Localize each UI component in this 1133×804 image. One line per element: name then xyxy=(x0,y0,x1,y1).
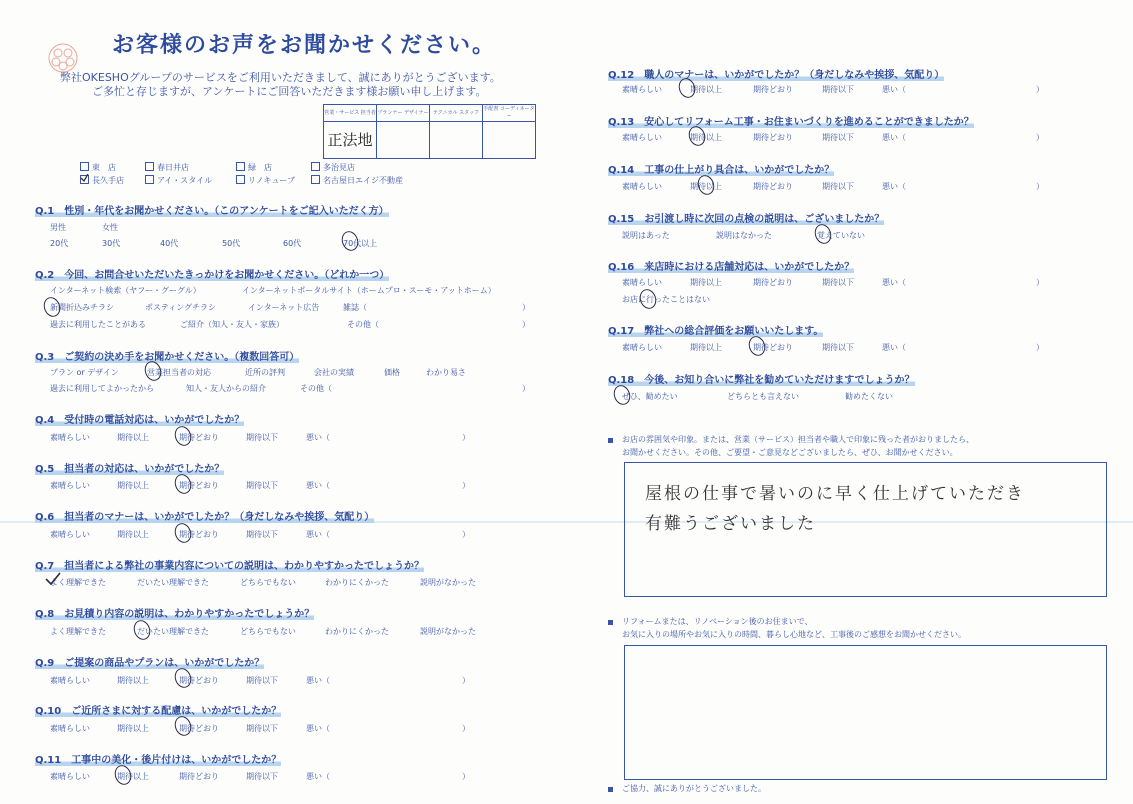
option[interactable]: 説明はなかった xyxy=(716,231,772,240)
option[interactable]: 素晴らしい xyxy=(622,278,662,287)
option: ） xyxy=(1036,343,1044,352)
store-label: 東 店 xyxy=(92,163,116,172)
option[interactable]: その他（ xyxy=(300,384,332,393)
question-title: Q.10 ご近所さまに対する配慮は、いかがでしたか？ xyxy=(35,706,282,717)
comment2-prompt: リフォームまたは、リノベーション後のお住まいで、 お気に入りの場所やお気に入りの時間、暮らし心地など、工事後のご感想をお聞かせください。 xyxy=(622,617,966,639)
circle-mark-icon xyxy=(41,295,63,319)
option[interactable]: よく理解できた xyxy=(50,627,106,636)
option[interactable]: 期待以下 xyxy=(246,481,278,490)
circle-mark-icon xyxy=(172,472,194,496)
option: ） xyxy=(462,676,470,685)
store-option[interactable] xyxy=(80,175,124,186)
option[interactable]: 悪い（ xyxy=(882,182,906,191)
option[interactable]: 期待以上 xyxy=(690,85,722,94)
question-title: Q.12 職人のマナーは、いかがでしたか？（身だしなみや挨拶、気配り） xyxy=(608,70,945,81)
option[interactable]: 女性 xyxy=(102,223,118,232)
question-title: Q.7 担当者による弊社の事業内容についての説明は、わかりやすかったでしょうか？ xyxy=(35,561,425,572)
question-title: Q.3 ご契約の決め手をお聞かせください。（複数回答可） xyxy=(35,352,300,363)
option[interactable]: 説明はあった xyxy=(622,231,670,240)
option[interactable]: 期待以下 xyxy=(246,676,278,685)
option[interactable]: 悪い（ xyxy=(306,676,330,685)
option[interactable]: 期待どおり xyxy=(179,530,219,539)
option[interactable]: 期待以下 xyxy=(246,433,278,442)
option[interactable]: だいたい理解できた xyxy=(137,578,209,587)
option[interactable]: どちらでもない xyxy=(240,627,296,636)
option[interactable]: 期待どおり xyxy=(753,343,793,352)
intro-line-2: ご多忙と存じますが、アンケートにご回答いただきます様お願い申し上げます。 xyxy=(92,85,487,98)
store-option[interactable] xyxy=(80,162,116,173)
question-title: Q.18 今後、お知り合いに弊社を勧めていただけますでしょうか？ xyxy=(608,375,915,386)
option[interactable]: わかりにくかった xyxy=(325,578,389,587)
comment2-box[interactable] xyxy=(624,645,1107,780)
circle-mark-icon xyxy=(172,666,194,690)
checkbox-icon[interactable] xyxy=(236,162,245,171)
circle-mark-icon xyxy=(339,229,361,253)
question-title: Q.4 受付時の電話対応は、いかがでしたか？ xyxy=(35,415,245,426)
option[interactable]: 期待どおり xyxy=(179,433,219,442)
option[interactable]: わかりにくかった xyxy=(325,627,389,636)
option[interactable]: 期待以上 xyxy=(117,772,149,781)
option[interactable]: 30代 xyxy=(102,239,121,248)
option[interactable]: 素晴らしい xyxy=(50,676,90,685)
option[interactable]: 期待以下 xyxy=(822,133,854,142)
option[interactable]: 知人・友人からの紹介 xyxy=(186,384,266,393)
circle-mark-icon xyxy=(695,173,717,197)
option[interactable]: 悪い（ xyxy=(306,481,330,490)
option: ） xyxy=(462,724,470,733)
option[interactable]: ぜひ、勧めたい xyxy=(622,392,678,401)
store-option[interactable] xyxy=(145,162,189,173)
comment1-prompt: お店の雰囲気や印象。または、営業（サービス）担当者や職人で印象に残った者がおりましたら、 お聞かせください。その他、ご要望・ご意見などございましたら、ぜひ、お聞かせください。 xyxy=(622,435,974,457)
option[interactable]: 期待以下 xyxy=(822,343,854,352)
option[interactable]: お店に行ったことはない xyxy=(622,295,710,304)
staff-header: 手配書 コーディネーター xyxy=(483,105,536,122)
option[interactable]: 素晴らしい xyxy=(622,182,662,191)
staff-value-planner[interactable] xyxy=(377,122,430,159)
option[interactable]: 40代 xyxy=(160,239,179,248)
comment1-handwriting-line1: 屋根の仕事で暑いのに早く仕上げていただき xyxy=(645,484,1025,504)
option[interactable]: インターネット広告 xyxy=(248,303,320,312)
option: ） xyxy=(462,530,470,539)
option[interactable]: 新聞折込みチラシ xyxy=(50,303,114,312)
option[interactable]: どちらでもない xyxy=(240,578,296,587)
option[interactable]: 期待以下 xyxy=(246,530,278,539)
question-title: Q.9 ご提案の商品やプランは、いかがでしたか？ xyxy=(35,658,265,669)
option[interactable]: 悪い（ xyxy=(882,343,906,352)
option[interactable]: 期待以上 xyxy=(117,481,149,490)
option[interactable]: 期待以上 xyxy=(690,343,722,352)
option[interactable]: ポスティングチラシ xyxy=(145,303,217,312)
option[interactable]: 素晴らしい xyxy=(50,772,90,781)
circle-mark-icon xyxy=(172,424,194,448)
option[interactable]: どちらとも言えない xyxy=(727,392,799,401)
option[interactable]: 期待どおり xyxy=(753,85,793,94)
option[interactable]: インターネットポータルサイト（ホームプロ・スーモ・アットホーム） xyxy=(242,286,496,295)
question-title: Q.8 お見積り内容の説明は、わかりやすかったでしょうか？ xyxy=(35,609,315,620)
option: ） xyxy=(1036,278,1044,287)
circle-mark-icon xyxy=(611,383,633,407)
option[interactable]: 素晴らしい xyxy=(622,133,662,142)
option[interactable]: 期待以下 xyxy=(822,278,854,287)
option[interactable]: 期待どおり xyxy=(753,133,793,142)
option[interactable]: 悪い（ xyxy=(882,85,906,94)
option[interactable]: 期待どおり xyxy=(753,182,793,191)
store-label: 長久手店 xyxy=(92,176,124,185)
option[interactable]: 営業担当者の対応 xyxy=(147,368,211,377)
intro-line-1: 弊社OKESHOグループのサービスをご利用いただきまして、誠にありがとうございます。 xyxy=(60,71,501,84)
option: ） xyxy=(1036,85,1044,94)
option[interactable]: 期待どおり xyxy=(179,676,219,685)
option[interactable]: 期待以上 xyxy=(690,133,722,142)
option[interactable]: 会社の実績 xyxy=(314,368,354,377)
option[interactable]: 男性 xyxy=(50,223,66,232)
store-label: 春日井店 xyxy=(157,163,189,172)
option: ） xyxy=(462,433,470,442)
option: ） xyxy=(1036,182,1044,191)
option[interactable]: 悪い（ xyxy=(306,530,330,539)
question-title: Q.11 工事中の美化・後片付けは、いかがでしたか？ xyxy=(35,755,282,766)
comment1-box[interactable] xyxy=(624,462,1107,597)
circle-mark-icon xyxy=(131,618,153,642)
option[interactable]: 期待どおり xyxy=(753,278,793,287)
option[interactable]: 勧めたくない xyxy=(845,392,893,401)
option[interactable]: 覚えていない xyxy=(817,231,865,240)
option[interactable]: 過去に利用してよかったから xyxy=(50,384,154,393)
circle-mark-icon xyxy=(637,287,659,311)
staff-value-sales[interactable]: 正法地 xyxy=(324,122,377,159)
option[interactable]: 期待どおり xyxy=(179,724,219,733)
circle-mark-icon xyxy=(172,714,194,738)
option[interactable]: 近所の評判 xyxy=(245,368,285,377)
staff-table xyxy=(323,104,536,159)
option[interactable]: 期待どおり xyxy=(179,481,219,490)
circle-mark-icon xyxy=(812,222,834,246)
checkbox-icon[interactable] xyxy=(80,162,89,171)
question-title: Q.2 今回、お問合せいただいたきっかけをお聞かせください。（どれか一つ） xyxy=(35,270,390,281)
store-label: 緑 店 xyxy=(248,163,272,172)
option[interactable]: よく理解できた xyxy=(50,578,106,587)
option[interactable]: 期待以上 xyxy=(690,182,722,191)
option[interactable]: 期待以上 xyxy=(117,433,149,442)
option[interactable]: 20代 xyxy=(50,239,69,248)
option[interactable]: 悪い（ xyxy=(882,278,906,287)
question-title: Q.6 担当者のマナーは、いかがでしたか？（身だしなみや挨拶、気配り） xyxy=(35,512,375,523)
option[interactable]: 期待以下 xyxy=(246,772,278,781)
option[interactable]: 60代 xyxy=(283,239,302,248)
option[interactable]: わかり易さ xyxy=(426,368,466,377)
store-option[interactable] xyxy=(236,162,272,173)
store-label: 名古屋日エイジ不動産 xyxy=(323,176,403,185)
circle-mark-icon xyxy=(112,763,134,787)
question-title: Q.14 工事の仕上がり具合は、いかがでしたか？ xyxy=(608,165,835,176)
check-mark-icon xyxy=(44,571,62,587)
option: ） xyxy=(522,320,530,329)
option[interactable]: 期待以上 xyxy=(117,530,149,539)
checkbox-icon[interactable] xyxy=(311,162,320,171)
option[interactable]: 悪い（ xyxy=(306,724,330,733)
page-title: お客様のお声をお聞かせください。 xyxy=(112,33,497,58)
bullet-square-icon xyxy=(608,438,613,443)
option[interactable]: 素晴らしい xyxy=(50,530,90,539)
option[interactable]: 価格 xyxy=(384,368,400,377)
option[interactable]: 期待どおり xyxy=(179,772,219,781)
option[interactable]: インターネット検索（ヤフー・グーグル） xyxy=(50,286,201,295)
comment1-handwriting-line2: 有難うございました xyxy=(645,514,816,534)
option[interactable]: 素晴らしい xyxy=(622,85,662,94)
circle-mark-icon xyxy=(746,334,768,358)
option[interactable]: 素晴らしい xyxy=(50,481,90,490)
store-option[interactable] xyxy=(236,175,295,186)
store-label: 多治見店 xyxy=(323,163,355,172)
option[interactable]: 期待以下 xyxy=(822,85,854,94)
option: ） xyxy=(462,772,470,781)
option[interactable]: だいたい理解できた xyxy=(137,627,209,636)
option[interactable]: 過去に利用したことがある xyxy=(50,320,146,329)
option: ） xyxy=(462,481,470,490)
circle-mark-icon xyxy=(172,521,194,545)
store-option[interactable] xyxy=(311,175,403,186)
option: ） xyxy=(522,384,530,393)
option[interactable]: 期待以上 xyxy=(117,724,149,733)
option[interactable]: 悪い（ xyxy=(306,433,330,442)
option[interactable]: 素晴らしい xyxy=(50,724,90,733)
store-option[interactable] xyxy=(311,162,355,173)
footer-thanks: ご協力、誠にありがとうございました。 xyxy=(622,784,766,793)
question-title: Q.17 弊社への総合評価をお願いいたします。 xyxy=(608,326,824,337)
question-title: Q.15 お引渡し時に次回の点検の説明は、ございましたか？ xyxy=(608,214,885,225)
staff-header: テクニカル スタッフ xyxy=(430,105,483,122)
option[interactable]: 50代 xyxy=(222,239,241,248)
checkbox-icon[interactable] xyxy=(145,162,154,171)
option[interactable]: 素晴らしい xyxy=(50,433,90,442)
staff-value-coordinator[interactable] xyxy=(483,122,536,159)
checkbox-checked-icon[interactable] xyxy=(80,175,89,184)
staff-value-technical[interactable] xyxy=(430,122,483,159)
option[interactable]: 悪い（ xyxy=(882,133,906,142)
question-title: Q.5 担当者の対応は、いかがでしたか？ xyxy=(35,464,225,475)
option[interactable]: 雑誌（ xyxy=(343,303,367,312)
option: ） xyxy=(522,303,530,312)
store-label: リノキューブ xyxy=(248,176,295,185)
option[interactable]: 悪い（ xyxy=(306,772,330,781)
staff-header: プランナー デザイナー xyxy=(377,105,430,122)
question-title: Q.16 来店時における店舗対応は、いかがでしたか？ xyxy=(608,262,855,273)
bullet-square-icon xyxy=(608,620,613,625)
option[interactable]: ご紹介（知人・友人・家族） xyxy=(180,320,284,329)
option[interactable]: 説明がなかった xyxy=(420,578,476,587)
store-label: アイ・スタイル xyxy=(157,176,213,185)
question-title: Q.13 安心してリフォーム工事・お住まいづくりを進めることができましたか？ xyxy=(608,117,974,128)
option[interactable]: 70代以上 xyxy=(343,239,378,248)
store-option[interactable] xyxy=(145,175,212,186)
option[interactable]: 素晴らしい xyxy=(622,343,662,352)
option[interactable]: 期待以下 xyxy=(246,724,278,733)
option[interactable]: プラン or デザイン xyxy=(50,368,119,377)
checkbox-icon[interactable] xyxy=(145,175,154,184)
option[interactable]: 期待以下 xyxy=(822,182,854,191)
option[interactable]: 期待以上 xyxy=(690,278,722,287)
checkbox-icon[interactable] xyxy=(311,175,320,184)
option[interactable]: その他（ xyxy=(347,320,379,329)
checkbox-icon[interactable] xyxy=(236,175,245,184)
staff-header: 営業・サービス 担当者 xyxy=(324,105,377,122)
question-title: Q.1 性別・年代をお聞かせください。（このアンケートをご記入いただく方） xyxy=(35,206,389,217)
option: ） xyxy=(1036,133,1044,142)
bullet-square-icon xyxy=(608,787,613,792)
option[interactable]: 説明がなかった xyxy=(420,627,476,636)
option[interactable]: 期待以上 xyxy=(117,676,149,685)
